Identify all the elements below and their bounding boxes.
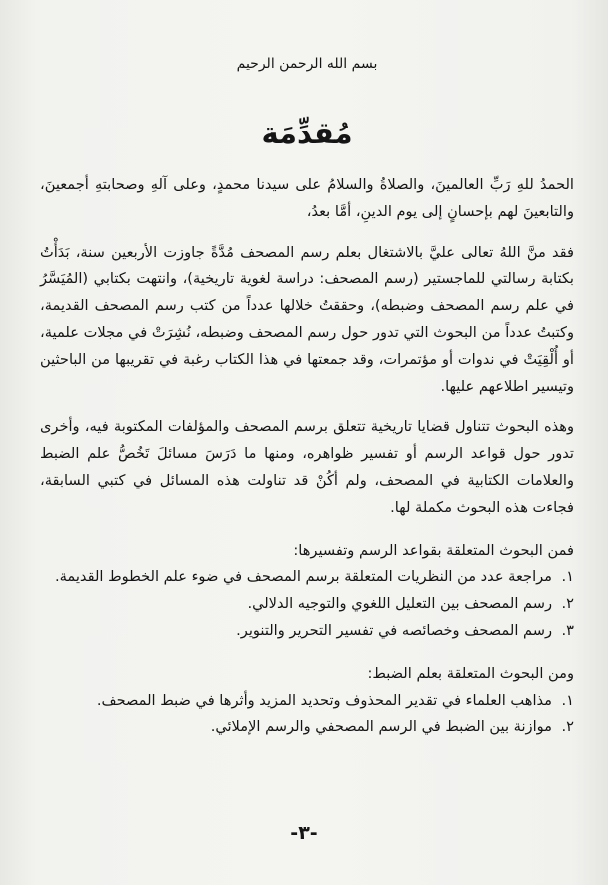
paragraph-opening: الحمدُ للهِ رَبِّ العالمينَ، والصلاةُ والسلامُ على سيدنا محمدٍ، وعلى آلهِ وصحابتهِ أجمعينَ، والتابعينَ لهم بإحسانٍ إلى يوم الدينِ، أمَّا بعدُ، [40, 176, 574, 220]
list-dabt-studies [40, 688, 574, 742]
list-item-number: ١. [561, 691, 574, 709]
list-item-text: رسم المصحف بين التعليل اللغوي والتوجيه الدلالي. [247, 595, 552, 613]
page-title: مُقدِّمَة [261, 116, 353, 150]
paragraph-contents: وهذه البحوث تتناول قضايا تاريخية تتعلق برسم المصحف والمؤلفات المكتوبة فيه، وأخرى تدور حول قواعد الرسم أو تفسير ظواهره، ومنها ما دَرَسَ مسائلَ تَخُصُّ علم الضبط والعلامات الكتابية في المصحف، ولم أكُنْ قد تناولت هذه المسائل في كتبي السابقة، فجاءت هذه البحوث مكملة لها. [40, 418, 574, 516]
list-item-number: ٢. [561, 595, 574, 613]
list-item-number: ٢. [561, 718, 574, 736]
page-number: -٣- [290, 822, 318, 844]
list-item [40, 714, 574, 741]
basmala-heading: بسم الله الرحمن الرحيم [236, 56, 378, 72]
list-item [40, 591, 574, 618]
list-rasm-studies [40, 564, 574, 644]
list-item-number: ١. [561, 568, 574, 586]
list-item-text: مذاهب العلماء في تقدير المحذوف وتحديد المزيد وأثرها في ضبط المصحف. [96, 691, 552, 709]
list-item-text: مراجعة عدد من النظريات المتعلقة برسم المصحف في ضوء علم الخطوط القديمة. [54, 568, 552, 586]
list-item [40, 618, 574, 645]
section-lead-rasm: فمن البحوث المتعلقة بقواعد الرسم وتفسيرها: [293, 541, 574, 559]
list-item-text: رسم المصحف وخصائصه في تفسير التحرير والتنوير. [236, 621, 552, 639]
paragraph-background: فقد منَّ اللهُ تعالى عليَّ بالاشتغال بعلم رسم المصحف مُدَّةً جاوزت الأربعين سنة، بَدَأْتُ بكتابة رسالتي للماجستير (رسم المصحف: دراسة لغوية تاريخية)، وانتهت بكتابي (المُيَسَّرُ في علم رسم المصحف وضبطه)، وحققتُ خلالها عدداً من كتب رسم المصحف القديمة، وكتبتُ عدداً من البحوث التي تدور حول رسم المصحف وضبطه، نُشِرَتْ في مجلات علمية، أو أُلْقِيَتْ في ندوات أو مؤتمرات، وقد جمعتها في هذا الكتاب رغبة في تقريبها من الباحثين وتيسير اطلاعهم عليها. [40, 243, 574, 395]
list-item-text: موازنة بين الضبط في الرسم المصحفي والرسم الإملائي. [210, 718, 552, 736]
list-item [40, 688, 574, 715]
list-item [40, 564, 574, 591]
list-item-number: ٣. [561, 621, 574, 639]
section-lead-dabt: ومن البحوث المتعلقة بعلم الضبط: [367, 664, 574, 682]
